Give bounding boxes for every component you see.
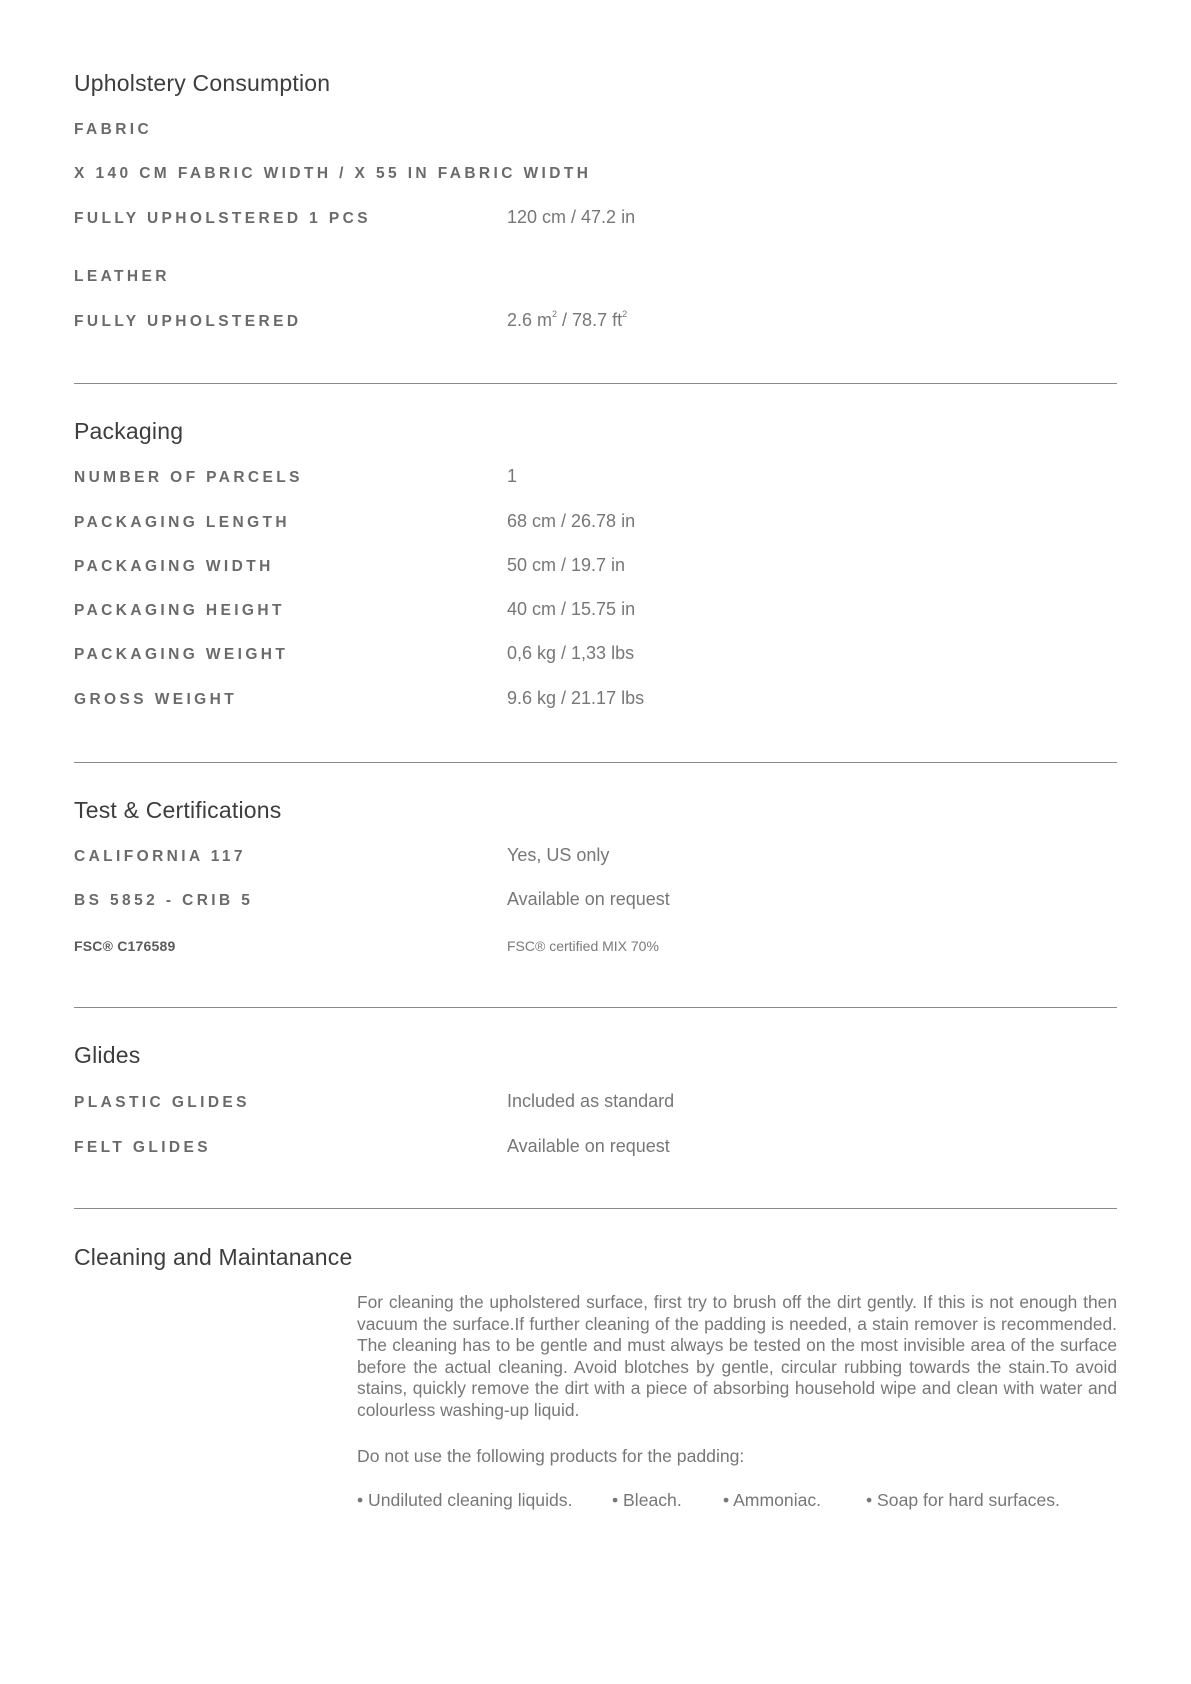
packaging-row-label: PACKAGING LENGTH [74,514,290,531]
section-title-packaging: Packaging [74,418,184,444]
certification-row-value: Available on request [507,889,670,909]
list-item: • Undiluted cleaning liquids. [357,1490,573,1510]
leather-label: LEATHER [74,268,170,285]
list-item: • Ammoniac. [723,1490,822,1510]
packaging-row-value: 40 cm / 15.75 in [507,599,636,619]
glides-row-label: PLASTIC GLIDES [74,1094,250,1111]
glides-row-label: FELT GLIDES [74,1139,211,1156]
fabric-label: FABRIC [74,121,153,138]
leather-consumption-value [507,310,627,331]
glides-row-value: Included as standard [507,1091,675,1111]
packaging-row-value: 68 cm / 26.78 in [507,511,636,531]
leather-value-sup1: 2 [552,309,558,319]
certification-row-label: BS 5852 - CRIB 5 [74,892,254,909]
certification-row-value: Yes, US only [507,845,610,865]
fabric-width-label: X 140 CM FABRIC WIDTH / X 55 IN FABRIC WIDTH [74,165,592,182]
cleaning-instructions: For cleaning the upholstered surface, first try to brush off the dirt gently. If this is not enough then vacuum the surface.If further cleaning of the padding is needed, a stain remover is recommended. The cleaning has to be gentle and must always be tested on the most invisible area of the surface before the actual cleaning. Avoid blotches by gentle, circular rubbing towards the stain.To avoid stains, quickly remove the dirt with a piece of absorbing household wipe and clean with water and colourless washing-up liquid. [357,1292,1117,1420]
glides-row-value: Available on request [507,1136,670,1156]
certification-row-value: FSC® certified MIX 70% [507,938,659,954]
leather-value-sup2: 2 [622,309,628,319]
certification-row-label: FSC® C176589 [74,938,176,954]
fully-upholstered-label: FULLY UPHOLSTERED [74,313,302,330]
packaging-row-value: 1 [507,466,518,486]
divider [74,1208,1117,1209]
divider [74,383,1117,384]
list-item: • Soap for hard surfaces. [866,1490,1060,1510]
section-title-cleaning: Cleaning and Maintanance [74,1244,353,1270]
section-title-upholstery: Upholstery Consumption [74,70,331,96]
packaging-row-label: PACKAGING WEIGHT [74,646,289,663]
cleaning-warning: Do not use the following products for the padding: [357,1446,745,1466]
packaging-row-label: GROSS WEIGHT [74,691,238,708]
packaging-row-label: PACKAGING WIDTH [74,558,274,575]
certification-row-label: CALIFORNIA 117 [74,848,246,865]
section-title-glides: Glides [74,1042,141,1068]
divider [74,762,1117,763]
packaging-row-value: 9.6 kg / 21.17 lbs [507,688,645,708]
divider [74,1007,1117,1008]
leather-value-ft: / 78.7 ft [557,310,623,330]
section-title-certifications: Test & Certifications [74,797,282,823]
packaging-row-value: 50 cm / 19.7 in [507,555,626,575]
packaging-row-label: PACKAGING HEIGHT [74,602,285,619]
packaging-row-value: 0,6 kg / 1,33 lbs [507,643,635,663]
packaging-row-label: NUMBER OF PARCELS [74,469,303,486]
leather-value-m: 2.6 m [507,310,553,330]
fully-upholstered-pcs-label: FULLY UPHOLSTERED 1 PCS [74,210,371,227]
list-item: • Bleach. [612,1490,682,1510]
fully-upholstered-pcs-value: 120 cm / 47.2 in [507,207,636,227]
